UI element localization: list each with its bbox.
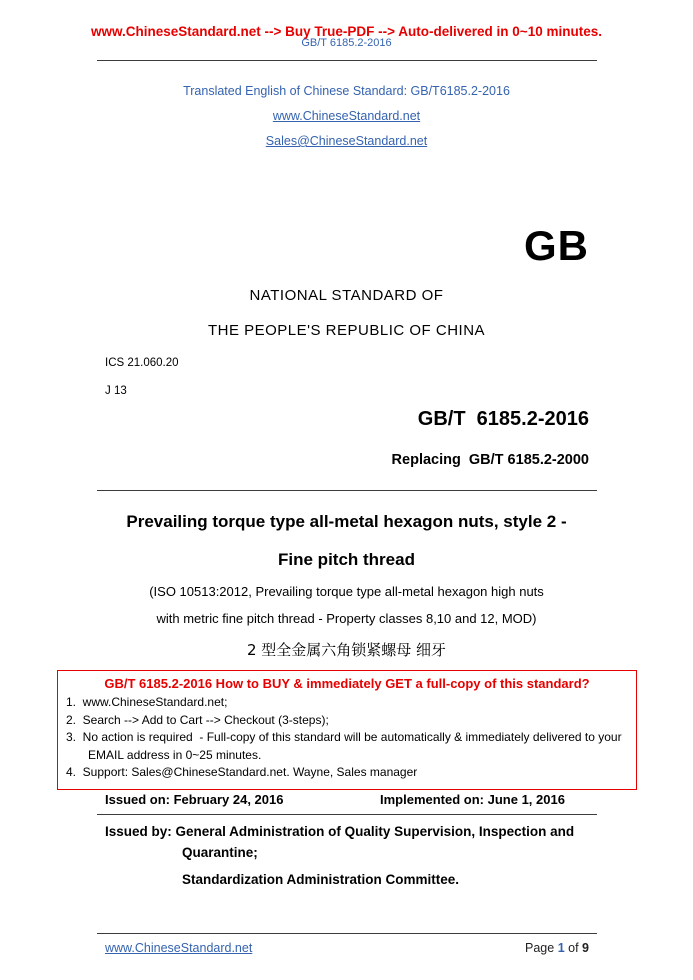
- issued-date: Issued on: February 24, 2016: [105, 792, 284, 807]
- issuer-line1: [105, 821, 643, 842]
- iso-reference-line1: (ISO 10513:2012, Prevailing torque type all-metal hexagon high nuts: [149, 584, 544, 599]
- page-indicator: [525, 941, 589, 955]
- promo-banner: www.ChineseStandard.net --> Buy True-PDF --> Auto-delivered in 0~10 minutes.: [91, 24, 602, 39]
- email-link[interactable]: Sales@ChineseStandard.net: [265, 134, 428, 148]
- page-total: 9: [582, 941, 589, 955]
- footer-rule: [97, 933, 597, 934]
- header-rule: [97, 60, 597, 61]
- issuer-label: Issued by:: [105, 824, 172, 839]
- buy-box-heading: GB/T 6185.2-2016 How to BUY & immediately GET a full-copy of this standard?: [104, 676, 590, 691]
- buy-info-box: [57, 670, 637, 790]
- national-standard-line2: THE PEOPLE'S REPUBLIC OF CHINA: [207, 322, 486, 339]
- buy-step-1: 1. www.ChineseStandard.net;: [66, 695, 228, 709]
- buy-step-4: 4. Support: Sales@ChineseStandard.net. Wayne, Sales manager: [66, 765, 418, 779]
- header-doc-code: GB/T 6185.2-2016: [301, 37, 392, 49]
- page-label: Page: [525, 941, 555, 955]
- buy-step-3: 3. No action is required - Full-copy of this standard will be automatically & immediately delivered to your EMAIL address in 0~25 minutes.: [66, 730, 625, 762]
- replacing-note: Replacing GB/T 6185.2-2000: [391, 452, 589, 468]
- translated-line: Translated English of Chinese Standard: GB/T6185.2-2016: [183, 84, 510, 98]
- footer-site-link[interactable]: www.ChineseStandard.net: [105, 941, 253, 955]
- standard-title-line1: Prevailing torque type all-metal hexagon nuts, style 2 -: [126, 512, 567, 531]
- issuer-org-line2: Quarantine;: [182, 845, 258, 860]
- buy-step-2: 2. Search --> Add to Cart --> Checkout (3-steps);: [66, 712, 329, 727]
- issuer-org-line1: General Administration of Quality Supervision, Inspection and: [175, 824, 575, 839]
- ics-code: ICS 21.060.20: [105, 357, 179, 369]
- page-number: 1: [557, 941, 565, 955]
- page-of-label: of: [568, 941, 579, 955]
- national-standard-line1: NATIONAL STANDARD OF: [249, 287, 444, 304]
- iso-reference-line2: with metric fine pitch thread - Property classes 8,10 and 12, MOD): [156, 611, 537, 626]
- title-rule: [97, 490, 597, 491]
- standard-title-line2: Fine pitch thread: [278, 550, 415, 569]
- implemented-date: Implemented on: June 1, 2016: [380, 792, 565, 807]
- issuer-org-line3: Standardization Administration Committee.: [182, 872, 460, 887]
- site-link[interactable]: www.ChineseStandard.net: [272, 109, 421, 123]
- dates-rule: [97, 814, 597, 815]
- email-link-container: [0, 134, 693, 148]
- site-link-container: [0, 109, 693, 123]
- issuer-block: [105, 821, 643, 890]
- gb-logo: GB: [524, 222, 589, 269]
- j-classification: J 13: [105, 385, 127, 397]
- footer-site-link-container: [105, 941, 252, 955]
- chinese-title: 2 型全金属六角锁紧螺母 细牙: [246, 641, 447, 659]
- standard-code: GB/T 6185.2-2016: [417, 408, 589, 430]
